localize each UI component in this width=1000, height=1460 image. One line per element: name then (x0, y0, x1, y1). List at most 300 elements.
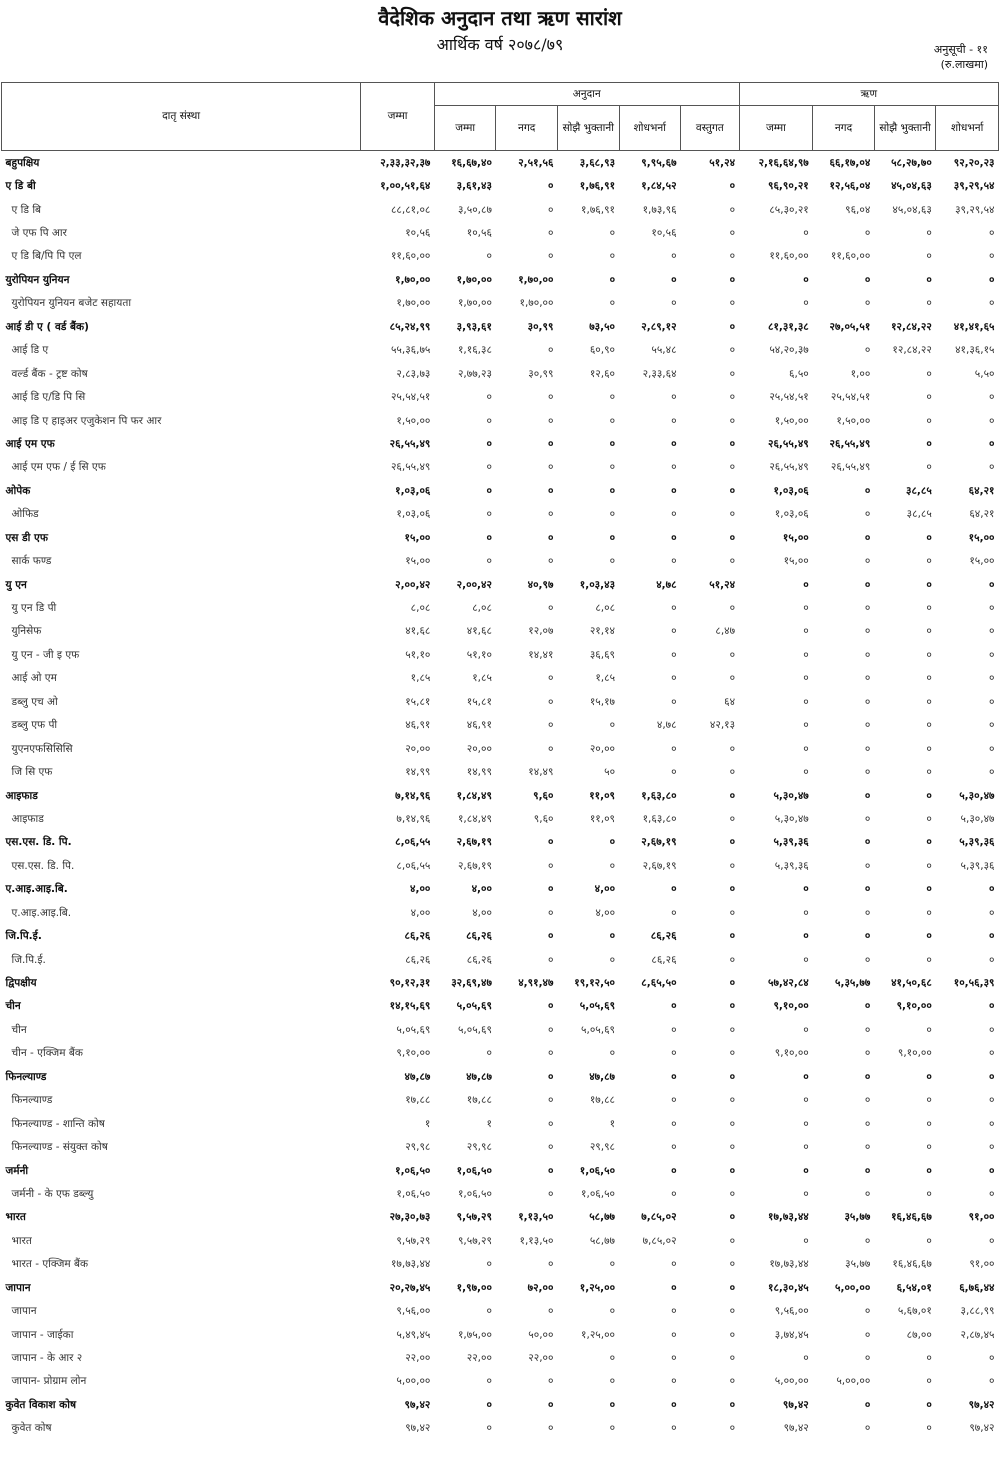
table-body (2, 151, 999, 1441)
cell-value: ९,५६,०० (774, 1305, 809, 1318)
donor-name: जि.पि.ई. (11, 953, 46, 966)
cell-value: ० (864, 1187, 871, 1200)
cell-value: ० (926, 648, 932, 661)
cell-value: ० (989, 297, 995, 310)
table-row (2, 1089, 999, 1112)
cell-value: १२,८४,२२ (891, 320, 932, 333)
cell-value: ० (729, 742, 736, 755)
cell-value: ० (609, 859, 616, 872)
cell-value: ० (989, 1164, 995, 1177)
table-row (2, 362, 999, 385)
cell-value: ५० (604, 766, 616, 779)
cell-value: ९७,४२ (782, 1398, 809, 1411)
cell-value: ० (989, 648, 995, 661)
donor-name: यु एन (5, 578, 27, 591)
cell-value: २,३३,३२,३७ (380, 156, 431, 169)
cell-value: ० (671, 1070, 677, 1083)
cell-value: ५,००,०० (836, 1375, 871, 1388)
table-row (2, 760, 999, 783)
donor-name: भारत - एक्जिम बैंक (11, 1258, 89, 1271)
cell-value: ० (609, 508, 616, 521)
cell-value: ४७,८७ (404, 1070, 431, 1083)
donor-name: चीन - एक्जिम बैंक (11, 1047, 83, 1060)
cell-value: १४,४९ (528, 766, 554, 779)
cell-value: ० (803, 766, 809, 779)
annex-number: अनुसूची - ११ (933, 43, 988, 56)
cell-value: ० (729, 1070, 736, 1083)
cell-value: १,०६,५० (579, 1164, 616, 1177)
cell-value: ० (864, 602, 871, 615)
cell-value: ० (989, 1094, 995, 1107)
donor-name: फिनल्याण्ड (5, 1070, 47, 1083)
cell-value: २०,०० (405, 742, 431, 755)
cell-value: ९०,१२,३१ (389, 977, 431, 990)
header-loan-direct: सोझै भुक्तानी (874, 106, 936, 151)
cell-value: ० (864, 1070, 871, 1083)
cell-value: ० (729, 1398, 736, 1411)
cell-value: ११,०९ (589, 812, 616, 825)
cell-value: २,६७,१९ (456, 836, 492, 849)
cell-value: ० (803, 1117, 809, 1130)
cell-value: १०,५६ (651, 227, 677, 240)
cell-value: ० (926, 1398, 932, 1411)
donor-name: ए डि बी (5, 180, 36, 193)
donor-name: एस डी एफ (5, 531, 48, 544)
cell-value: ५८,७७ (589, 1211, 616, 1224)
cell-value: ० (926, 1141, 932, 1154)
cell-value: ० (671, 766, 677, 779)
donor-name: जापान (5, 1281, 31, 1294)
cell-value: ० (671, 1117, 677, 1130)
cell-value: ० (729, 531, 736, 544)
cell-value: १२,६० (589, 367, 616, 380)
cell-value: ७३,५० (589, 320, 616, 333)
cell-value: ० (548, 859, 554, 872)
cell-value: २२,०० (466, 1352, 492, 1365)
donor-name: ए डि बि/पि पि एल (11, 250, 82, 263)
cell-value: ४१,४१,६५ (953, 320, 995, 333)
cell-value: १,७३,९६ (642, 203, 677, 216)
cell-value: ५,०५,६९ (396, 1023, 431, 1036)
cell-value: ० (671, 555, 677, 568)
cell-value: ० (548, 484, 554, 497)
cell-value: ० (864, 273, 871, 286)
header-loan-total: जम्मा (739, 106, 813, 151)
cell-value: ० (864, 1398, 871, 1411)
cell-value: ९,५७,२९ (396, 1234, 431, 1247)
cell-value: ० (989, 766, 995, 779)
table-group-row (2, 1159, 999, 1182)
cell-value: ९१,०० (968, 1211, 995, 1224)
cell-value: ० (926, 1422, 932, 1435)
cell-value: २६,५५,४९ (389, 437, 431, 450)
cell-value: ० (729, 1422, 736, 1435)
cell-value: ० (729, 1352, 736, 1365)
cell-value: ९७,४२ (969, 1422, 995, 1435)
cell-value: ५,०५,६९ (581, 1023, 616, 1036)
donor-name: फिनल्याण्ड - शान्ति कोष (11, 1117, 105, 1130)
cell-value: ३६,६९ (589, 648, 616, 661)
cell-value: १,२५,०० (581, 1328, 616, 1341)
cell-value: ४१,६८ (405, 625, 431, 638)
cell-value: ११,६०,०० (390, 250, 431, 263)
cell-value: ३८,८५ (906, 484, 932, 497)
cell-value: ० (548, 1398, 554, 1411)
cell-value: ६,५४,०१ (896, 1281, 932, 1294)
cell-value: ९,५६,०० (396, 1305, 431, 1318)
cell-value: ४,९१,४७ (518, 977, 554, 990)
cell-value: ० (803, 695, 809, 708)
cell-value: ० (671, 414, 677, 427)
table-row (2, 901, 999, 924)
cell-value: ५,००,०० (396, 1375, 431, 1388)
cell-value: ३५,७७ (844, 1211, 871, 1224)
cell-value: १,०० (850, 367, 871, 380)
cell-value: ० (548, 414, 554, 427)
cell-value: १,८४,४९ (456, 789, 492, 802)
table-row (2, 1417, 999, 1440)
cell-value: ६,५० (789, 367, 809, 380)
cell-value: ३,७४,४५ (774, 1328, 809, 1341)
cell-value: ० (486, 437, 492, 450)
cell-value: २२,०० (528, 1352, 554, 1365)
cell-value: ० (803, 719, 809, 732)
cell-value: ० (486, 1398, 492, 1411)
cell-value: ० (548, 602, 554, 615)
cell-value: १,०३,०६ (396, 508, 431, 521)
cell-value: ८६,२६ (466, 930, 492, 943)
cell-value: ० (729, 367, 736, 380)
cell-value: ० (729, 1305, 736, 1318)
cell-value: ९,९५,६७ (641, 156, 677, 169)
cell-value: १,६३,८० (642, 812, 677, 825)
cell-value: ० (803, 883, 809, 896)
cell-value: ० (671, 297, 677, 310)
cell-value: २,८९,१२ (641, 320, 677, 333)
cell-value: ० (864, 297, 871, 310)
cell-value: ८५,२४,९९ (389, 320, 431, 333)
donor-name: भारत (5, 1211, 26, 1224)
cell-value: १५,०० (404, 531, 431, 544)
cell-value: ० (864, 1047, 871, 1060)
cell-value: १६,४६,६७ (892, 1258, 932, 1271)
table-group-row (2, 151, 999, 175)
table-group-row (2, 479, 999, 502)
cell-value: १,७६,९१ (581, 203, 616, 216)
cell-value: २,१६,६४,९७ (758, 156, 809, 169)
cell-value: ० (729, 461, 736, 474)
cell-value: १७,८८ (405, 1094, 431, 1107)
donor-name: एस.एस. डि. पि. (5, 836, 72, 849)
cell-value: ९६,९०,२१ (768, 180, 809, 193)
cell-value: ३,५०,८७ (457, 203, 492, 216)
table-group-row (2, 831, 999, 854)
cell-value: १२,८४,२२ (892, 344, 932, 357)
cell-value: ५,३९,३६ (959, 836, 995, 849)
cell-value: ० (609, 1352, 616, 1365)
table-group-row (2, 784, 999, 807)
cell-value: १७,७३,४४ (390, 1258, 431, 1271)
cell-value: ९७,४२ (968, 1398, 995, 1411)
cell-value: ५,६७,०१ (897, 1305, 932, 1318)
donor-name: जे एफ पि आर (11, 227, 67, 240)
donor-name: एस.एस. डि. पि. (11, 859, 75, 872)
cell-value: ० (548, 836, 554, 849)
cell-value: १६,६७,४० (451, 156, 492, 169)
cell-value: ० (548, 742, 554, 755)
cell-value: ० (803, 1234, 809, 1247)
cell-value: ० (729, 1117, 736, 1130)
donor-name: आई डि ए (11, 344, 49, 357)
cell-value: ४,०० (594, 883, 616, 896)
cell-value: ० (671, 883, 677, 896)
cell-value: ० (989, 250, 995, 263)
cell-value: ० (989, 461, 995, 474)
cell-value: ५८,२७,७० (891, 156, 932, 169)
cell-value: ५,३०,४७ (959, 789, 995, 802)
cell-value: ० (926, 695, 932, 708)
cell-value: ० (671, 531, 677, 544)
cell-value: ० (548, 672, 554, 685)
cell-value: ० (926, 531, 932, 544)
table-row (2, 807, 999, 830)
cell-value: १,७०,०० (456, 273, 492, 286)
cell-value: ८,०६,५५ (395, 836, 431, 849)
header-grant-reimb: शोधभर्ना (619, 106, 681, 151)
cell-value: ० (864, 1305, 871, 1318)
donor-name: ओफिड (11, 508, 39, 521)
cell-value: ० (548, 1070, 554, 1083)
cell-value: ० (671, 1281, 677, 1294)
header-grant-total: जम्मा (434, 106, 496, 151)
cell-value: ० (926, 1352, 932, 1365)
cell-value: ५,३९,३६ (960, 859, 995, 872)
cell-value: १,७०,०० (519, 297, 554, 310)
cell-value: ५,३०,४७ (774, 812, 809, 825)
cell-value: ० (989, 1375, 995, 1388)
cell-value: ० (989, 1187, 995, 1200)
cell-value: ० (803, 273, 809, 286)
cell-value: ४६,९१ (466, 719, 492, 732)
donor-name: युरोपियन युनियन बजेट सहायता (11, 297, 132, 310)
cell-value: ० (671, 742, 677, 755)
cell-value: ० (864, 531, 871, 544)
cell-value: २५,५४,५१ (830, 391, 871, 404)
cell-value: ० (671, 1258, 677, 1271)
table-group-row (2, 1276, 999, 1299)
fiscal-year: आर्थिक वर्ष २०७८/७९ (436, 35, 564, 54)
cell-value: ९,६० (533, 812, 554, 825)
cell-value: ० (864, 1094, 871, 1107)
cell-value: ५,४९,४५ (396, 1328, 431, 1341)
cell-value: ० (803, 672, 809, 685)
cell-value: १४,९९ (405, 766, 431, 779)
cell-value: ४१,३६,१५ (955, 344, 995, 357)
cell-value: ० (729, 1211, 736, 1224)
table-row (2, 690, 999, 713)
cell-value: ० (864, 1117, 871, 1130)
donor-name: आइ डि ए हाइअर एजुकेशन पि फर आर (11, 414, 162, 427)
cell-value: ४७,८७ (589, 1070, 616, 1083)
cell-value: १७,७३,४४ (769, 1258, 809, 1271)
cell-value: ५१,१० (466, 648, 492, 661)
cell-value: २५,५४,५१ (390, 391, 431, 404)
cell-value: ० (671, 1047, 677, 1060)
cell-value: ० (864, 1023, 871, 1036)
cell-value: ० (926, 930, 932, 943)
cell-value: ८,६५,५० (641, 977, 677, 990)
cell-value: ० (989, 273, 995, 286)
donor-name: फिनल्याण्ड - संयुक्त कोष (11, 1141, 108, 1154)
cell-value: १,०३,०६ (773, 484, 809, 497)
cell-value: ५१,२४ (709, 156, 736, 169)
cell-value: ० (729, 1164, 736, 1177)
cell-value: ० (989, 906, 995, 919)
header-grant-cash: नगद (496, 106, 558, 151)
cell-value: २६,५५,४९ (830, 461, 871, 474)
cell-value: २,५१,५६ (518, 156, 554, 169)
cell-value: ६०,९० (589, 344, 616, 357)
cell-value: २२,०० (405, 1352, 431, 1365)
donor-name: कुवेत विकाश कोष (5, 1398, 77, 1411)
cell-value: ० (729, 859, 736, 872)
cell-value: ० (671, 1164, 677, 1177)
cell-value: १५,०० (969, 555, 995, 568)
cell-value: ८५,३०,२१ (769, 203, 809, 216)
cell-value: १४,४१ (528, 648, 554, 661)
cell-value: २,६७,१९ (457, 859, 492, 872)
cell-value: ० (729, 766, 736, 779)
cell-value: ० (548, 437, 554, 450)
cell-value: ४,०० (595, 906, 616, 919)
donor-name: आइफाड (5, 789, 38, 802)
cell-value: ० (548, 1047, 554, 1060)
cell-value: ० (729, 953, 736, 966)
cell-value: ० (486, 1047, 492, 1060)
cell-value: ० (486, 508, 492, 521)
cell-value: ४२,१३ (709, 719, 736, 732)
cell-value: १ (609, 1117, 616, 1130)
cell-value: ० (864, 1328, 871, 1341)
cell-value: ० (989, 391, 995, 404)
cell-value: ० (926, 1164, 932, 1177)
cell-value: ० (729, 414, 736, 427)
donor-name: चीन (11, 1023, 27, 1036)
cell-value: २९,९८ (466, 1141, 492, 1154)
cell-value: ० (729, 1094, 736, 1107)
cell-value: ० (486, 555, 492, 568)
cell-value: ० (803, 742, 809, 755)
cell-value: ० (989, 695, 995, 708)
cell-value: ० (803, 227, 809, 240)
cell-value: ० (729, 320, 736, 333)
cell-value: २६,५५,४९ (768, 437, 809, 450)
cell-value: ० (864, 1422, 871, 1435)
cell-value: ० (926, 789, 932, 802)
cell-value: ० (609, 1375, 616, 1388)
cell-value: १,०६,५० (457, 1187, 492, 1200)
cell-value: ० (609, 437, 616, 450)
cell-value: १,००,५१,६४ (380, 180, 431, 193)
cell-value: ५५,३६,७५ (390, 344, 431, 357)
table-row (2, 1182, 999, 1205)
cell-value: १,८४,५२ (641, 180, 677, 193)
cell-value: ४,०० (472, 906, 492, 919)
cell-value: ० (926, 414, 932, 427)
cell-value: ० (486, 484, 492, 497)
cell-value: १,०३,०६ (395, 484, 431, 497)
cell-value: ३०,९९ (528, 367, 554, 380)
cell-value: ० (926, 766, 932, 779)
summary-table (1, 82, 999, 1440)
cell-value: ० (926, 250, 932, 263)
cell-value: ६४,२१ (969, 508, 995, 521)
cell-value: ० (926, 273, 932, 286)
donor-name: जर्मनी (5, 1164, 29, 1177)
cell-value: ० (729, 1258, 736, 1271)
cell-value: २,००,४२ (395, 578, 431, 591)
donor-name: ए.आइ.आइ.बि. (11, 906, 72, 919)
table-row (2, 643, 999, 666)
cell-value: ० (548, 1000, 554, 1013)
cell-value: ५८,७७ (589, 1234, 616, 1247)
cell-value: ० (609, 414, 616, 427)
cell-value: ० (486, 1422, 492, 1435)
cell-value: २६,५५,४९ (390, 461, 431, 474)
cell-value: ० (989, 883, 995, 896)
donor-name: यु एन डि पी (11, 602, 57, 615)
cell-value: २९,९८ (589, 1141, 616, 1154)
cell-value: १५,८१ (405, 695, 431, 708)
table-row (2, 245, 999, 268)
cell-value: ० (864, 1234, 871, 1247)
cell-value: ० (609, 555, 616, 568)
cell-value: ८,४७ (715, 625, 736, 638)
donor-name: जापान - जाईका (11, 1328, 74, 1341)
cell-value: ० (803, 1352, 809, 1365)
cell-value: ० (926, 1070, 932, 1083)
cell-value: ० (609, 273, 616, 286)
cell-value: ० (548, 461, 554, 474)
table-row (2, 1323, 999, 1346)
cell-value: ७,८५,०२ (642, 1234, 677, 1247)
cell-value: ० (864, 812, 871, 825)
cell-value: ० (729, 1023, 736, 1036)
cell-value: ९१,०० (969, 1258, 995, 1271)
cell-value: ० (989, 1047, 995, 1060)
cell-value: ५,०५,६९ (457, 1023, 492, 1036)
cell-value: ० (609, 953, 616, 966)
donor-name: डब्लु एच ओ (11, 695, 58, 708)
header-grant-kind: वस्तुगत (681, 106, 740, 151)
cell-value: ० (864, 836, 871, 849)
cell-value: ५,०५,६९ (456, 1000, 492, 1013)
cell-value: १,५०,०० (836, 414, 871, 427)
cell-value: ० (486, 1258, 492, 1271)
cell-value: ० (926, 906, 932, 919)
cell-value: ० (671, 1187, 677, 1200)
cell-value: ० (864, 508, 871, 521)
cell-value: ० (548, 1422, 554, 1435)
cell-value: ० (609, 250, 616, 263)
cell-value: ० (548, 508, 554, 521)
cell-value: ८,०८ (410, 602, 431, 615)
cell-value: ० (989, 672, 995, 685)
cell-value: ० (609, 297, 616, 310)
donor-name: चीन (5, 1000, 21, 1013)
cell-value: ५,३९,३६ (773, 836, 809, 849)
cell-value: ० (926, 1187, 932, 1200)
